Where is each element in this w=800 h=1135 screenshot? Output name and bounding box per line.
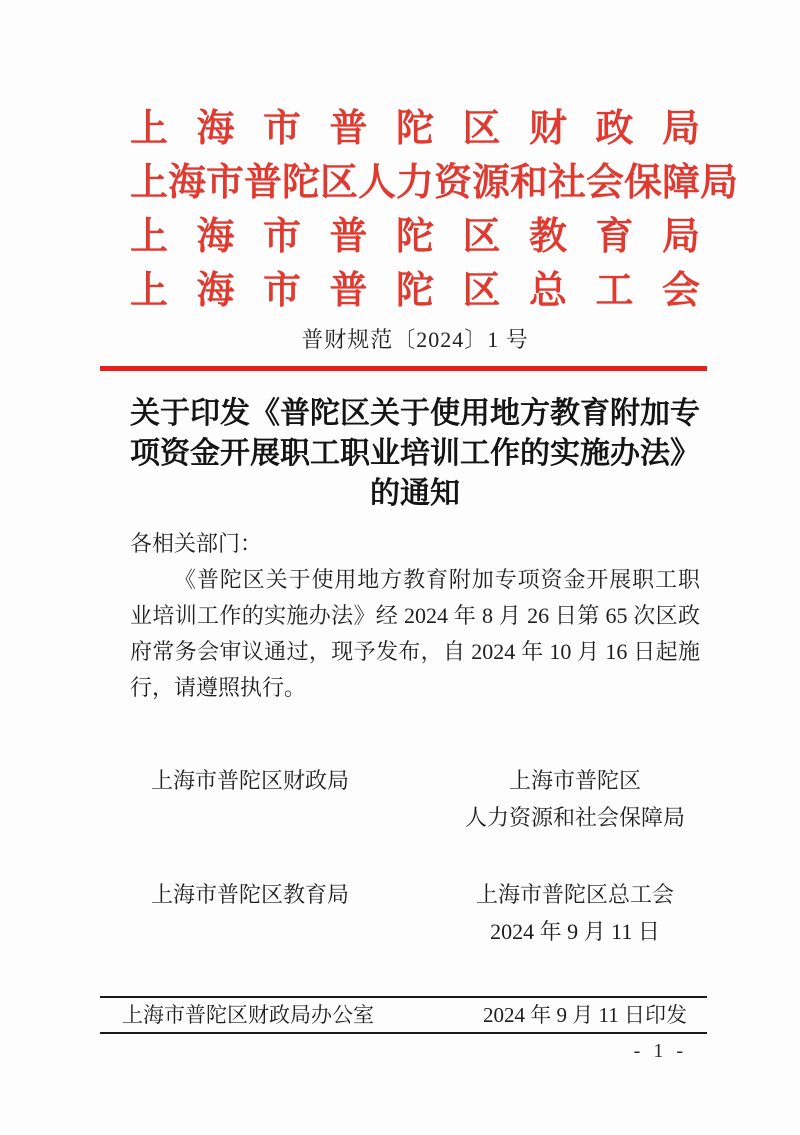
notice-body bbox=[130, 526, 700, 706]
page-number: - 1 - bbox=[633, 1040, 687, 1062]
signature-finance-bureau: 上海市普陀区财政局 bbox=[150, 768, 349, 793]
notice-title bbox=[130, 394, 700, 514]
signature-hr-line-2: 人力资源和社会保障局 bbox=[464, 805, 685, 830]
salutation: 各相关部门： bbox=[130, 531, 263, 556]
issuing-office: 上海市普陀区财政局办公室 bbox=[122, 1003, 374, 1027]
notice-title-line-2: 项资金开展职工职业培训工作的实施办法》 bbox=[130, 437, 700, 470]
signature-trade-unions bbox=[450, 876, 700, 950]
signature-row-1 bbox=[130, 762, 700, 836]
body-paragraph: 《普陀区关于使用地方教育附加专项资金开展职工职业培训工作的实施办法》经 2024 年 8 月 26 日第 65 次区政府常务会审议通过，现予发布，自 2024 年 10 月 16 日起施行，请遵照执行。 bbox=[130, 567, 700, 700]
document-number: 普财规范〔2024〕1 号 bbox=[301, 327, 529, 352]
document-footer bbox=[100, 996, 707, 1034]
red-divider-rule bbox=[100, 366, 707, 371]
signature-block bbox=[130, 762, 700, 950]
notice-title-line-1: 关于印发《普陀区关于使用地方教育附加专 bbox=[130, 397, 700, 430]
signature-date: 2024 年 9 月 11 日 bbox=[490, 919, 660, 944]
agency-name-federation-trade-unions: 上海市普陀区总工会 bbox=[130, 270, 700, 312]
agency-name-finance-bureau: 上海市普陀区财政局 bbox=[130, 108, 700, 150]
agency-name-hr-social-security-bureau: 上海市普陀区人力资源和社会保障局 bbox=[130, 162, 739, 204]
signature-hr-line-1: 上海市普陀区 bbox=[508, 768, 641, 793]
signature-hr-social-security-bureau bbox=[450, 762, 700, 836]
notice-title-line-3: 的通知 bbox=[370, 477, 460, 510]
signature-trade-unions-name: 上海市普陀区总工会 bbox=[475, 882, 674, 907]
signature-row-2 bbox=[130, 876, 700, 950]
agency-name-education-bureau: 上海市普陀区教育局 bbox=[130, 216, 700, 258]
text-column bbox=[130, 0, 739, 950]
print-date: 2024 年 9 月 11 日印发 bbox=[483, 1003, 687, 1027]
signature-education-bureau: 上海市普陀区教育局 bbox=[150, 882, 349, 907]
letterhead bbox=[130, 0, 739, 318]
